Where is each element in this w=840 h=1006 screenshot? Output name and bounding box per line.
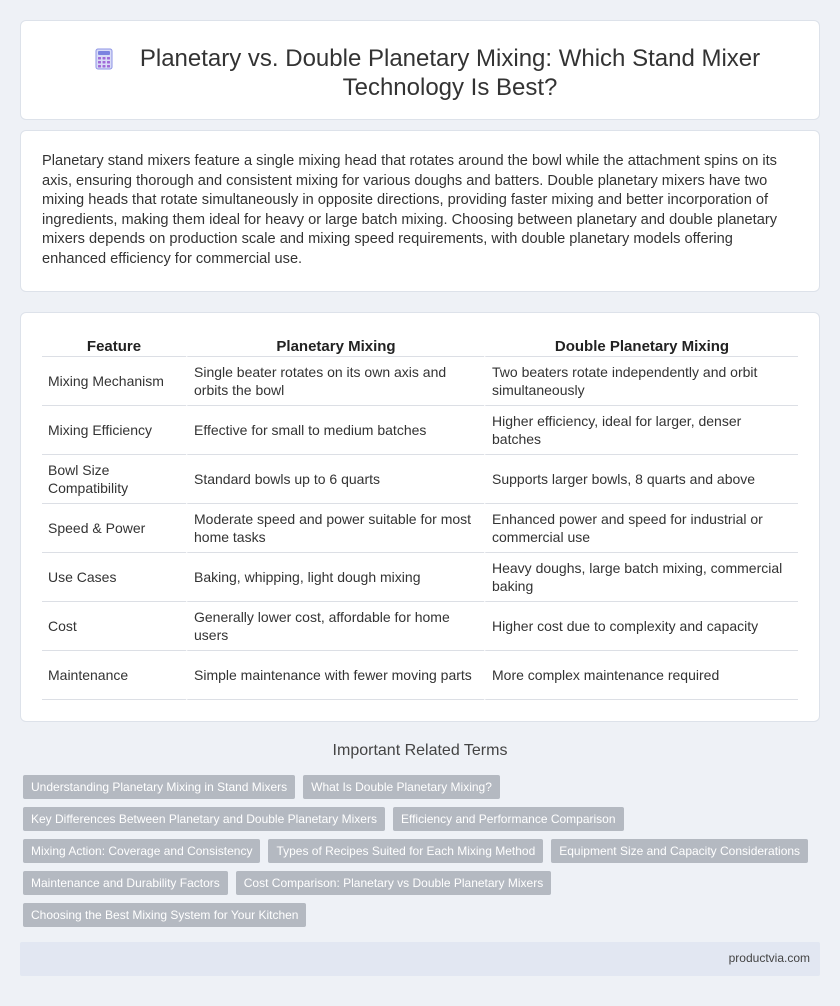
- table-cell-feature: Mixing Mechanism: [42, 357, 186, 406]
- table-row: [42, 455, 798, 504]
- comparison-table: [42, 335, 798, 700]
- table-cell-feature: Maintenance: [42, 651, 186, 700]
- page-title: Planetary vs. Double Planetary Mixing: Which Stand Mixer Technology Is Best?: [139, 45, 761, 101]
- title-card: [20, 20, 820, 120]
- table-cell-double-planetary: Higher cost due to complexity and capacity: [484, 602, 798, 651]
- related-term-tag[interactable]: Key Differences Between Planetary and Double Planetary Mixers: [23, 807, 385, 831]
- table-cell-planetary: Moderate speed and power suitable for most home tasks: [186, 504, 484, 553]
- tag-row: [23, 903, 813, 927]
- related-term-tag[interactable]: Cost Comparison: Planetary vs Double Planetary Mixers: [236, 871, 551, 895]
- table-cell-planetary: Standard bowls up to 6 quarts: [186, 455, 484, 504]
- intro-paragraph: Planetary stand mixers feature a single mixing head that rotates around the bowl while the attachment spins on its axis, ensuring thorough and consistent mixing for various doughs and batters. Double planetary mixers have two mixing heads that rotate simultaneously in opposite directions, providing faster mixing and better incorporation of ingredients, making them ideal for heavy or large batch mixing. Choosing between planetary and double planetary mixers depends on production scale and mixing speed requirements, with double planetary models offering enhanced efficiency for commercial use.: [42, 153, 777, 267]
- intro-card: [20, 130, 820, 292]
- table-cell-planetary: Single beater rotates on its own axis and orbits the bowl: [186, 357, 484, 406]
- table-cell-double-planetary: Supports larger bowls, 8 quarts and above: [484, 455, 798, 504]
- related-terms-heading: Important Related Terms: [332, 742, 508, 759]
- tag-row: [23, 807, 813, 831]
- table-row: [42, 651, 798, 700]
- table-cell-feature: Use Cases: [42, 553, 186, 602]
- table-header-row: [42, 335, 798, 357]
- related-term-tag[interactable]: Understanding Planetary Mixing in Stand Mixers: [23, 775, 295, 799]
- table-cell-planetary: Baking, whipping, light dough mixing: [186, 553, 484, 602]
- related-term-tag[interactable]: Efficiency and Performance Comparison: [393, 807, 624, 831]
- related-term-tag[interactable]: What Is Double Planetary Mixing?: [303, 775, 500, 799]
- table-cell-planetary: Generally lower cost, affordable for home users: [186, 602, 484, 651]
- table-cell-feature: Speed & Power: [42, 504, 186, 553]
- table-cell-double-planetary: Two beaters rotate independently and orbit simultaneously: [484, 357, 798, 406]
- tag-row: [23, 775, 813, 799]
- related-term-tag[interactable]: Equipment Size and Capacity Considerations: [551, 839, 808, 863]
- tag-row: [23, 871, 813, 895]
- table-row: [42, 553, 798, 602]
- comparison-table-card: [20, 312, 820, 722]
- table-cell-double-planetary: More complex maintenance required: [484, 651, 798, 700]
- table-row: [42, 406, 798, 455]
- tag-row: [23, 839, 813, 863]
- table-row: [42, 504, 798, 553]
- related-term-tag[interactable]: Maintenance and Durability Factors: [23, 871, 228, 895]
- table-cell-planetary: Simple maintenance with fewer moving parts: [186, 651, 484, 700]
- footer: [20, 942, 820, 976]
- table-cell-feature: Cost: [42, 602, 186, 651]
- column-header-planetary: Planetary Mixing: [186, 335, 484, 357]
- table-cell-double-planetary: Heavy doughs, large batch mixing, commercial baking: [484, 553, 798, 602]
- related-term-tag[interactable]: Mixing Action: Coverage and Consistency: [23, 839, 260, 863]
- table-cell-feature: Bowl Size Compatibility: [42, 455, 186, 504]
- footer-site-link[interactable]: productvia.com: [728, 951, 810, 965]
- table-row: [42, 357, 798, 406]
- column-header-double-planetary: Double Planetary Mixing: [484, 335, 798, 357]
- table-row: [42, 602, 798, 651]
- related-term-tag[interactable]: Choosing the Best Mixing System for Your Kitchen: [23, 903, 306, 927]
- related-terms-list: [23, 775, 813, 935]
- table-cell-double-planetary: Higher efficiency, ideal for larger, denser batches: [484, 406, 798, 455]
- table-cell-double-planetary: Enhanced power and speed for industrial or commercial use: [484, 504, 798, 553]
- related-term-tag[interactable]: Types of Recipes Suited for Each Mixing Method: [268, 839, 543, 863]
- column-header-feature: Feature: [42, 335, 186, 357]
- table-cell-planetary: Effective for small to medium batches: [186, 406, 484, 455]
- table-cell-feature: Mixing Efficiency: [42, 406, 186, 455]
